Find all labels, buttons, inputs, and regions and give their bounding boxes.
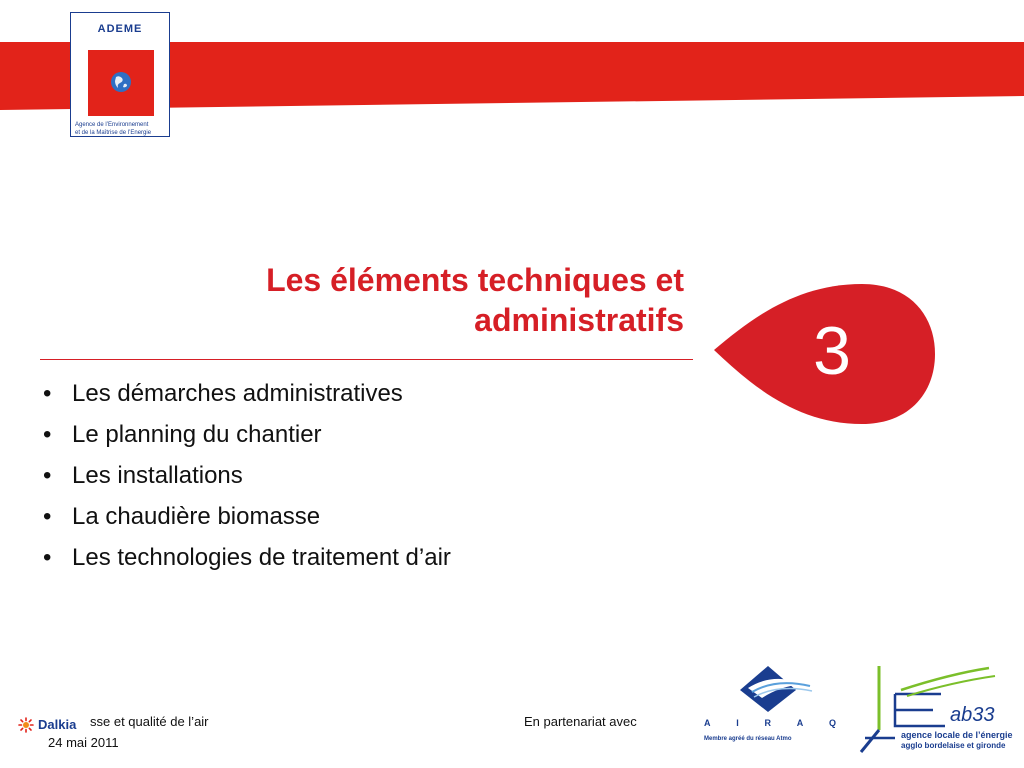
airaq-member-network: Atmo: [776, 736, 792, 742]
globe-icon: [110, 71, 132, 93]
airaq-letter: R: [764, 718, 771, 728]
dalkia-logo-name: Dalkia: [38, 717, 77, 732]
ale-logo-line2: agglo bordelaise et gironde: [901, 741, 1006, 750]
airaq-letter: A: [704, 718, 711, 728]
slide-title-line1: Les éléments techniques et: [266, 262, 684, 298]
slide-title-line2: administratifs: [474, 302, 684, 338]
bullet-text: Les démarches administratives: [72, 380, 403, 407]
ademe-tagline-line2: et de la Maîtrise de l’Energie: [75, 130, 152, 136]
airaq-acronym: [704, 718, 836, 728]
ademe-logo-name: ADEME: [97, 23, 143, 35]
airaq-member-prefix: Membre agréé du réseau: [704, 736, 775, 742]
airaq-logo-mark: [718, 664, 818, 714]
bullet-text: Le planning du chantier: [72, 421, 322, 448]
bullet-text: La chaudière biomasse: [72, 503, 321, 530]
list-item: [40, 496, 451, 537]
ademe-logo: [70, 12, 170, 137]
ale-logo-code: ab33: [950, 704, 995, 726]
bullet-dot: •: [43, 462, 52, 489]
list-item: [40, 537, 451, 578]
bullet-text: Les installations: [72, 462, 243, 489]
title-divider: [40, 359, 693, 360]
ademe-logo-square: [88, 50, 154, 116]
list-item: [40, 414, 451, 455]
slide-title: [84, 260, 684, 340]
footer-date: 24 mai 2011: [48, 735, 119, 750]
bullet-dot: •: [43, 421, 52, 448]
bullet-dot: •: [43, 544, 52, 571]
list-item: [40, 373, 451, 414]
airaq-letter: I: [736, 718, 739, 728]
footer-caption: sse et qualité de l’air: [90, 714, 209, 729]
list-item: [40, 455, 451, 496]
ademe-logo-tagline: [75, 121, 167, 137]
bullet-text: Les technologies de traitement d’air: [72, 544, 451, 571]
section-number: 3: [813, 313, 851, 389]
footer-partner-label: En partenariat avec: [524, 714, 637, 729]
airaq-letter: Q: [828, 718, 836, 728]
bullet-list: [40, 373, 451, 578]
airaq-member-text: [704, 736, 836, 742]
ale-logo-line1: agence locale de l’énergie: [901, 730, 1013, 740]
ale-logo: [855, 660, 1020, 760]
bullet-dot: •: [43, 380, 52, 407]
sunburst-icon: [18, 717, 34, 733]
airaq-letter: A: [796, 718, 804, 728]
airaq-logo: [700, 664, 840, 752]
ademe-tagline-line1: Agence de l’Environnement: [75, 122, 149, 128]
bullet-dot: •: [43, 503, 52, 530]
